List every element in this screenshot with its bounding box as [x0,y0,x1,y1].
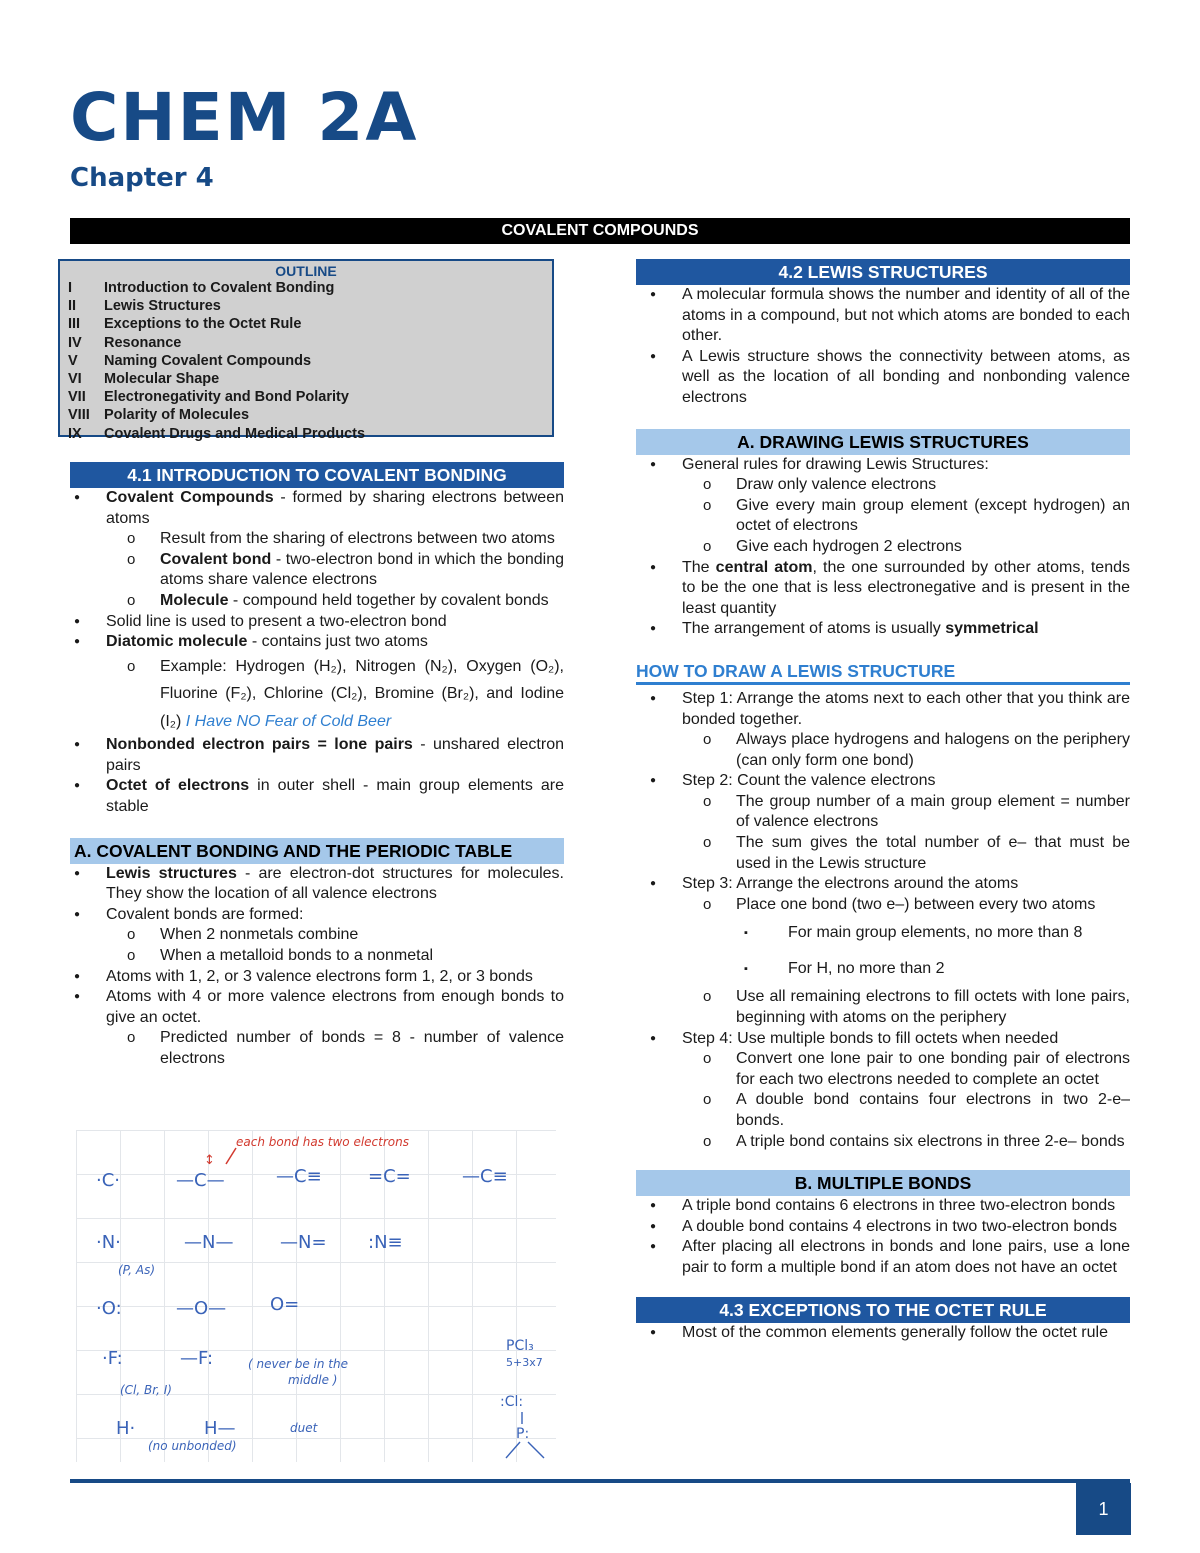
sketch-n-1: —N— [184,1232,234,1253]
outline-item [68,388,544,406]
list-item: ▪ For H, no more than 2 [636,951,1130,987]
sketch-o-2: O= [270,1294,300,1315]
outline-label: Introduction to Covalent Bonding [104,280,335,296]
text: - two-electron bond in which the bonding atoms share valence electrons [160,550,565,589]
outline-num: IX [68,425,82,442]
section-a-left-heading: A. COVALENT BONDING AND THE PERIODIC TABLE [70,838,564,864]
outline-item [68,315,544,333]
sketch-bond [506,1442,520,1458]
outline-label: Exceptions to the Octet Rule [104,316,302,333]
page-number: 1 [1076,1483,1131,1535]
term: central atom [715,558,813,576]
list-item: ● Atoms with 4 or more valence electrons from enough bonds to give an octet. [60,987,564,1028]
outline-label: Electronegativity and Bond Polarity [104,389,349,406]
outline-item [68,279,544,297]
text: The arrangement of atoms is usually [682,620,946,638]
outline-item [68,297,544,315]
list-item [636,619,1130,640]
list-item: o Use all remaining electrons to fill octets with lone pairs, beginning with atoms on the periphery [636,987,1130,1028]
text: - contains just two atoms [247,633,428,651]
list-item [60,653,564,736]
sketch-h-1: H— [204,1418,236,1439]
outline-num: III [68,316,81,333]
outline-label: Resonance [104,334,182,351]
list-item: ● A molecular formula shows the number and identity of all of the atoms in a compound, but not which atoms are bonded to each other. [636,285,1130,347]
list-item: o Convert one lone pair to one bonding pair of electrons for each two electrons needed to complete an octet [636,1049,1130,1090]
list-item: ● A Lewis structure shows the connectivity between atoms, as well as the location of all bonding and nonbonding valence electrons [636,347,1130,409]
sketch-f-1: —F: [180,1348,214,1369]
outline-item [68,334,544,352]
text: , the one surrounded by other atoms, tends to be the one that is less electronegative and is present in the least quantity [682,558,1131,617]
outline-num: V [68,352,78,369]
sketch-pcl-4: P: [516,1426,530,1442]
list-item: ● Step 2: Count the valence electrons [636,771,1130,792]
list-item [60,632,564,653]
sketch-f-note-3: (Cl, Br, I) [120,1383,172,1397]
text: The [682,558,716,576]
outline-label: Lewis Structures [104,298,221,315]
outline-num: VI [68,371,82,388]
list-item [60,488,564,529]
sketch-h-0: H· [116,1418,136,1439]
list-item: ● Solid line is used to present a two-electron bond [60,612,564,633]
list-item: o Draw only valence electrons [636,475,1130,496]
sketch-f-0: ·F: [102,1348,123,1369]
list-item [60,550,564,591]
section-4-2-list [636,285,1130,409]
outline-label: Naming Covalent Compounds [104,352,312,369]
sketch-f-note-2: middle ) [288,1373,338,1387]
sketch-h-note-2: (no unbonded) [148,1439,237,1453]
term: Octet of electrons [106,777,250,795]
list-item: o Always place hydrogens and halogens on the periphery (can only form one bond) [636,730,1130,771]
list-item: ● Most of the common elements generally follow the octet rule [636,1323,1130,1344]
footer-rule [70,1479,1130,1483]
section-4-3-list [636,1323,1130,1344]
sketch-c-0: ·C· [96,1170,121,1191]
text: - compound held together by covalent bonds [228,591,549,609]
outline-label: Covalent Drugs and Medical Products [104,425,366,442]
term: Covalent bond [160,550,272,568]
outline-num: VIII [68,407,90,424]
sketch-n-3: :N≡ [368,1232,403,1253]
list-item: ● Step 3: Arrange the electrons around the atoms [636,874,1130,895]
term: Nonbonded electron pairs = lone pairs [106,736,413,754]
list-item: o The sum gives the total number of e– that must be used in the Lewis structure [636,833,1130,874]
sketch-note: each bond has two electrons [236,1135,409,1149]
sketch-n-2: —N= [280,1232,327,1253]
chapter-label: Chapter 4 [70,163,214,193]
outline-item [68,425,544,443]
sketch-pcl-1: PCl₃ [506,1338,534,1354]
outline-num: II [68,298,77,315]
text: Example: Hydrogen (H₂), Nitrogen (N₂), Oxygen (O₂), Fluorine (F₂), Chlorine (Cl₂), Bromine (Br₂), and Iodine (I₂) [160,657,564,730]
list-item: ● Covalent bonds are formed: [60,905,564,926]
outline-box [58,259,554,442]
list-item: o The group number of a main group element = number of valence electrons [636,792,1130,833]
outline-item [68,352,544,370]
sketch-pcl-3: :Cl: [500,1394,524,1410]
section-b-list [636,1196,1130,1278]
sketch-n-0: ·N· [96,1232,121,1253]
list-item: o Give every main group element (except hydrogen) an octet of electrons [636,496,1130,537]
section-4-1-list [60,488,564,818]
list-item: ● After placing all electrons in bonds and lone pairs, use a lone pair to form a multiple bond if an atom does not have an octet [636,1237,1130,1278]
list-item [60,776,564,817]
list-item [60,591,564,612]
sketch-n-note: (P, As) [118,1263,156,1277]
how-to-heading: HOW TO DRAW A LEWIS STRUCTURE [636,660,1130,685]
lewis-sketch [76,1130,556,1462]
list-item: o A double bond contains four electrons in two 2-e– bonds. [636,1090,1130,1131]
list-item [60,864,564,905]
list-item: ● A triple bond contains 6 electrons in three two-electron bonds [636,1196,1130,1217]
text: - are electron-dot structures for molecules. They show the location of all valence electrons [106,864,565,903]
list-item: o Give each hydrogen 2 electrons [636,537,1130,558]
text: - unshared electron pairs [106,736,564,774]
list-item: o Place one bond (two e–) between every two atoms [636,895,1130,916]
section-4-2-heading: 4.2 LEWIS STRUCTURES [636,259,1130,285]
term: Molecule [160,591,229,609]
list-item: ● A double bond contains 4 electrons in two two-electron bonds [636,1217,1130,1238]
text: in outer shell - main group elements are stable [106,777,564,816]
list-item [60,735,564,776]
section-a-left-list [60,864,564,1070]
list-item: ● Step 4: Use multiple bonds to fill octets when needed [636,1029,1130,1050]
how-to-list [636,689,1130,1152]
sketch-h-note: duet [290,1421,318,1435]
right-column [636,259,1130,1343]
list-item: o A triple bond contains six electrons in three 2-e– bonds [636,1132,1130,1153]
list-item [636,558,1130,620]
section-b-heading: B. MULTIPLE BONDS [636,1170,1130,1196]
left-column [60,259,564,1070]
sketch-f-note-1: ( never be in the [248,1357,348,1371]
text: - formed by sharing electrons between atoms [106,489,564,527]
outline-num: IV [68,334,82,351]
mnemonic: I Have NO Fear of Cold Beer [185,712,392,730]
list-item: o When 2 nonmetals combine [60,925,564,946]
topic-banner: COVALENT COMPOUNDS [70,218,1130,244]
outline-title: OUTLINE [275,263,337,279]
sketch-c-4: —C≡ [462,1166,508,1187]
sketch-c-1: —C— [176,1170,225,1191]
list-item: o Result from the sharing of electrons between two atoms [60,529,564,550]
sketch-c-3: =C= [368,1166,411,1187]
term: Diatomic molecule [106,633,248,651]
term: Covalent Compounds [106,489,274,506]
list-item: o Predicted number of bonds = 8 - number of valence electrons [60,1028,564,1069]
section-4-3-heading: 4.3 EXCEPTIONS TO THE OCTET RULE [636,1297,1130,1323]
sketch-bond [528,1442,544,1458]
sketch-c-2: —C≡ [276,1166,322,1187]
list-item: ▪ For main group elements, no more than 8 [636,915,1130,951]
list-item: ● Step 1: Arrange the atoms next to each other that you think are bonded together. [636,689,1130,730]
page-title: CHEM 2A [70,79,419,156]
section-4-1-heading: 4.1 INTRODUCTION TO COVALENT BONDING [70,462,564,488]
sketch-o-0: ·O: [96,1298,122,1319]
list-item: ● Atoms with 1, 2, or 3 valence electrons form 1, 2, or 3 bonds [60,967,564,988]
list-item: ● General rules for drawing Lewis Structures: [636,455,1130,476]
list-item: o When a metalloid bonds to a nonmetal [60,946,564,967]
sketch-arrow-mark: ↕ [204,1153,215,1168]
outline-label: Polarity of Molecules [104,407,250,424]
outline-num: VII [68,389,86,406]
sketch-arrow [226,1148,236,1164]
outline-label: Molecular Shape [104,371,220,388]
outline-item [68,370,544,388]
outline-num: I [68,280,73,296]
term: Lewis structures [106,864,237,882]
term: symmetrical [945,620,1039,638]
section-a-right-list [636,455,1130,640]
section-a-right-heading: A. DRAWING LEWIS STRUCTURES [636,429,1130,455]
sketch-o-1: —O— [176,1298,227,1319]
sketch-pcl-2: 5+3x7 [506,1356,543,1369]
outline-item [68,406,544,424]
